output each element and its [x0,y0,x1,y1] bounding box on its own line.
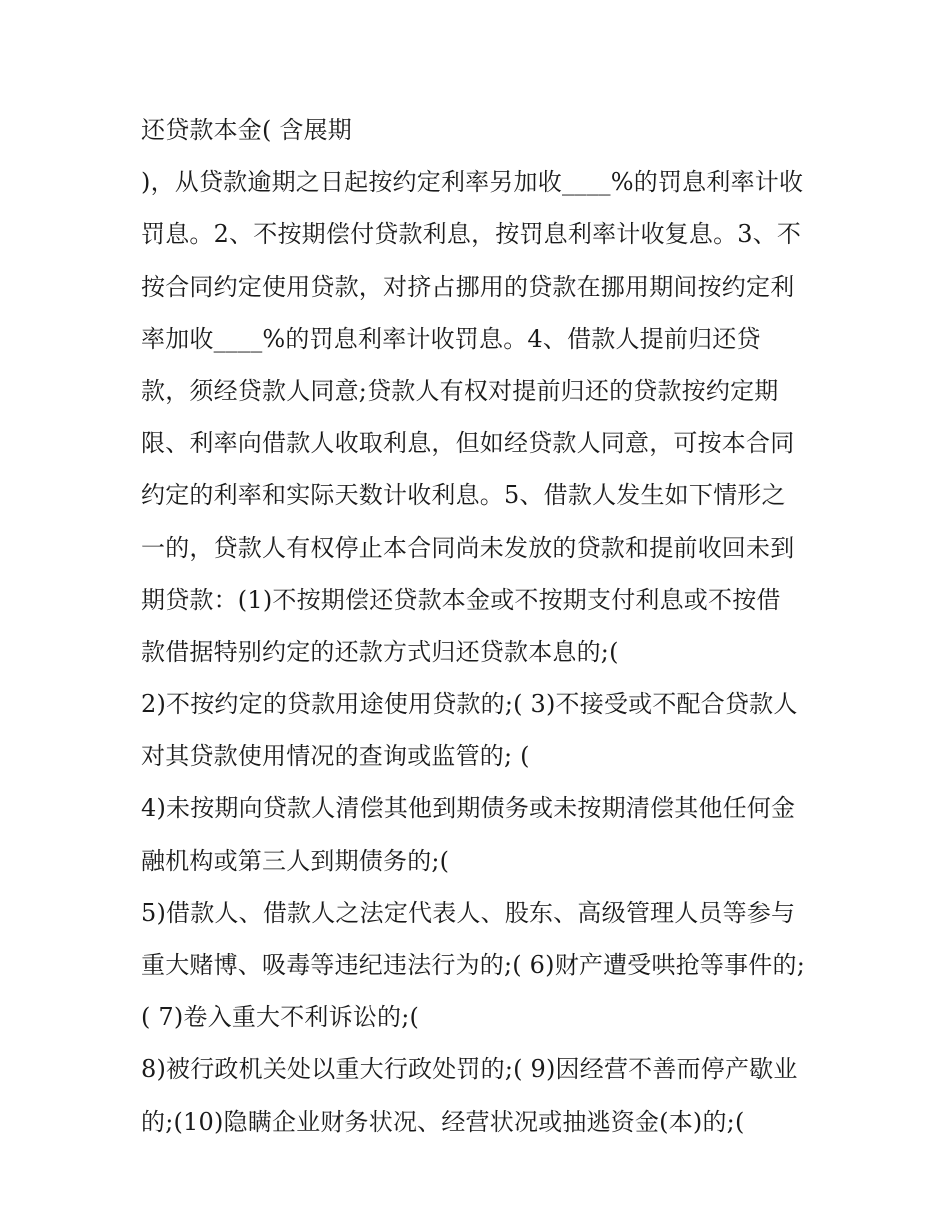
text-line: 限、利率向借款人收取利息，但如经贷款人同意，可按本合同 [141,429,795,458]
text-line: 款，须经贷款人同意;贷款人有权对提前归还的贷款按约定期 [141,376,779,405]
text-line: 4)未按期向贷款人清偿其他到期债务或未按期清偿其他任何金 [141,794,796,823]
text-line: 2)不按约定的贷款用途使用贷款的;( 3)不接受或不配合贷款人 [141,690,798,719]
text-line: 款借据特别约定的还款方式归还贷款本息的;( [141,637,619,666]
text-line: 5)借款人、借款人之法定代表人、股东、高级管理人员等参与 [141,898,796,927]
text-line: 约定的利率和实际天数计收利息。5、借款人发生如下情形之 [141,481,786,510]
text-line: 一的，贷款人有权停止本合同尚未发放的贷款和提前收回未到 [141,533,795,562]
text-line: 8)被行政机关处以重大行政处罚的;( 9)因经营不善而停产歇业 [141,1055,798,1084]
text-line: 期贷款：(1)不按期偿还贷款本金或不按期支付利息或不按借 [141,585,781,614]
text-line: 重大赌博、吸毒等违纪违法行为的;( 6)财产遭受哄抢等事件的; [141,951,805,979]
text-line: )，从贷款逾期之日起按约定利率另加收____%的罚息利率计收 [141,168,804,197]
document-body [141,112,821,1156]
text-line: ( 7)卷入重大不利诉讼的;( [141,1003,420,1032]
text-line: 的;(10)隐瞒企业财务状况、经营状况或抽逃资金(本)的;( [141,1107,745,1136]
text-line: 罚息。2、不按期偿付贷款利息，按罚息利率计收复息。3、不 [141,220,802,249]
text-line: 对其贷款使用情况的查询或监管的; ( [141,742,530,771]
text-line: 按合同约定使用贷款，对挤占挪用的贷款在挪用期间按约定利 [141,272,795,301]
text-line: 融机构或第三人到期债务的;( [141,846,450,875]
text-line: 还贷款本金( 含展期 [141,116,352,144]
text-line: 率加收____%的罚息利率计收罚息。4、借款人提前归还贷 [141,324,761,353]
